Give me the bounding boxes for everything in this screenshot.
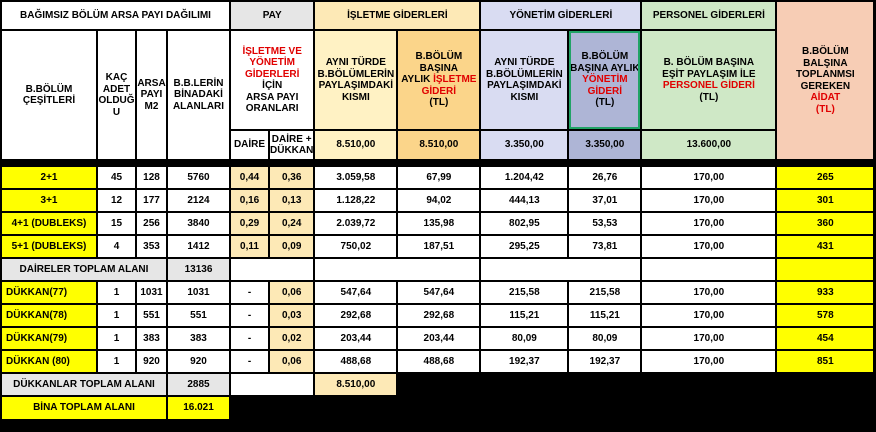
row-arsa[interactable]: 1031 [137, 282, 166, 303]
row-daire-dukkan[interactable]: 0,06 [270, 282, 313, 303]
row-personel[interactable]: 170,00 [642, 282, 775, 303]
row-daire[interactable]: - [231, 351, 268, 372]
row-yonetim-b[interactable]: 26,76 [569, 167, 640, 188]
row-adet[interactable]: 4 [98, 236, 135, 257]
row-daire-dukkan[interactable]: 0,03 [270, 305, 313, 326]
row-isletme-b[interactable]: 67,99 [398, 167, 479, 188]
row-yonetim-a[interactable]: 1.204,42 [481, 167, 567, 188]
pay-header[interactable]: PAY [231, 2, 313, 29]
row-daire[interactable]: 0,44 [231, 167, 268, 188]
row-alan[interactable]: 551 [168, 305, 229, 326]
isletme-b-total[interactable]: 8.510,00 [398, 131, 479, 159]
row-isletme-b[interactable]: 187,51 [398, 236, 479, 257]
row-alan[interactable]: 1031 [168, 282, 229, 303]
row-name[interactable]: 3+1 [2, 190, 96, 211]
row-name[interactable]: 2+1 [2, 167, 96, 188]
row-personel[interactable]: 170,00 [642, 236, 775, 257]
row-daire[interactable]: 0,29 [231, 213, 268, 234]
table-row [2, 328, 873, 349]
row-adet[interactable]: 45 [98, 167, 135, 188]
row-adet[interactable]: 1 [98, 351, 135, 372]
row-daire[interactable]: - [231, 305, 268, 326]
blank-area [231, 397, 873, 419]
row-yonetim-a[interactable]: 115,21 [481, 305, 567, 326]
table-row [2, 282, 873, 303]
arsa-col-header[interactable]: ARSA PAYI M2 [137, 31, 166, 159]
row-adet[interactable]: 1 [98, 282, 135, 303]
row-yonetim-b[interactable]: 37,01 [569, 190, 640, 211]
title: BAĞIMSIZ BÖLÜM ARSA PAYI DAĞILIMI [20, 9, 211, 21]
row-arsa[interactable]: 256 [137, 213, 166, 234]
row-isletme-a[interactable]: 3.059,58 [315, 167, 396, 188]
yonetim-a-total[interactable]: 3.350,00 [481, 131, 567, 159]
row-name[interactable]: 5+1 (DUBLEKS) [2, 236, 96, 257]
dukkanlar-isletme-total[interactable]: 8.510,00 [315, 374, 396, 395]
row-aidat[interactable]: 454 [777, 328, 873, 349]
row-alan[interactable]: 3840 [168, 213, 229, 234]
isletme-a-total[interactable]: 8.510,00 [315, 131, 396, 159]
row-yonetim-a[interactable]: 192,37 [481, 351, 567, 372]
personel-total[interactable]: 13.600,00 [642, 131, 775, 159]
row-daire-dukkan[interactable]: 0,13 [270, 190, 313, 211]
bina-toplam-row [2, 397, 873, 419]
row-arsa[interactable]: 551 [137, 305, 166, 326]
row-personel[interactable]: 170,00 [642, 351, 775, 372]
isletme-b-col-header[interactable]: B.BÖLÜM BAŞINA AYLIK İŞLETME GİDERİ (TL) [398, 31, 479, 129]
row-adet[interactable]: 15 [98, 213, 135, 234]
row-aidat[interactable]: 265 [777, 167, 873, 188]
row-daire-dukkan[interactable]: 0,36 [270, 167, 313, 188]
row-isletme-b[interactable]: 547,64 [398, 282, 479, 303]
row-daire-dukkan[interactable]: 0,24 [270, 213, 313, 234]
daireler-toplam-row [2, 259, 873, 280]
row-aidat[interactable]: 360 [777, 213, 873, 234]
row-daire[interactable]: 0,11 [231, 236, 268, 257]
row-name[interactable]: DÜKKAN(77) [2, 282, 96, 303]
table-row [2, 351, 873, 372]
row-daire[interactable]: 0,16 [231, 190, 268, 211]
personel-header[interactable]: PERSONEL GİDERLERİ [642, 2, 775, 29]
table-row [2, 167, 873, 188]
row-adet[interactable]: 12 [98, 190, 135, 211]
row-yonetim-a[interactable]: 295,25 [481, 236, 567, 257]
row-alan[interactable]: 383 [168, 328, 229, 349]
bina-toplam-value[interactable]: 16.021 [168, 397, 229, 419]
title-cell[interactable] [2, 2, 229, 29]
row-yonetim-b[interactable]: 80,09 [569, 328, 640, 349]
daire-subheader[interactable]: DAİRE [231, 131, 268, 159]
empty-cell[interactable] [231, 374, 313, 395]
row-aidat[interactable]: 578 [777, 305, 873, 326]
row-alan[interactable]: 920 [168, 351, 229, 372]
row-isletme-a[interactable]: 750,02 [315, 236, 396, 257]
row-arsa[interactable]: 383 [137, 328, 166, 349]
row-name[interactable]: DÜKKAN(78) [2, 305, 96, 326]
personel-col-header[interactable]: B. BÖLÜM BAŞINA EŞİT PAYLAŞIM İLE PERSONEL GİDERİ (TL) [642, 31, 775, 129]
empty-cell[interactable] [777, 259, 873, 280]
table-row [2, 213, 873, 234]
row-daire[interactable]: - [231, 282, 268, 303]
row-personel[interactable]: 170,00 [642, 190, 775, 211]
row-isletme-a[interactable]: 292,68 [315, 305, 396, 326]
row-personel[interactable]: 170,00 [642, 305, 775, 326]
row-adet[interactable]: 1 [98, 305, 135, 326]
row-isletme-a[interactable]: 1.128,22 [315, 190, 396, 211]
row-yonetim-b[interactable]: 115,21 [569, 305, 640, 326]
empty-cell[interactable] [481, 259, 640, 280]
table-row [2, 236, 873, 257]
row-daire-dukkan[interactable]: 0,06 [270, 351, 313, 372]
row-isletme-b[interactable]: 135,98 [398, 213, 479, 234]
daireler-toplam-value[interactable]: 13136 [168, 259, 229, 280]
row-yonetim-a[interactable]: 80,09 [481, 328, 567, 349]
row-arsa[interactable]: 128 [137, 167, 166, 188]
row-arsa[interactable]: 177 [137, 190, 166, 211]
blank-area [398, 374, 873, 395]
row-yonetim-b[interactable]: 215,58 [569, 282, 640, 303]
table-row [2, 305, 873, 326]
row-personel[interactable]: 170,00 [642, 328, 775, 349]
row-isletme-b[interactable]: 488,68 [398, 351, 479, 372]
row-alan[interactable]: 1412 [168, 236, 229, 257]
isletme-header[interactable]: İŞLETME GİDERLERİ [315, 2, 479, 29]
aidat-header[interactable]: B.BÖLÜM BALŞINA TOPLANMSI GEREKEN AİDAT (TL) [777, 2, 873, 159]
row-isletme-b[interactable]: 94,02 [398, 190, 479, 211]
pay-col-header[interactable]: İŞLETME VE YÖNETİM GİDERLERİ İÇİN ARSA PAYI ORANLARI [231, 31, 313, 129]
row-isletme-a[interactable]: 2.039,72 [315, 213, 396, 234]
row-personel[interactable]: 170,00 [642, 213, 775, 234]
row-isletme-b[interactable]: 292,68 [398, 305, 479, 326]
yonetim-header[interactable]: YÖNETİM GİDERLERİ [481, 2, 640, 29]
daire-dukkan-subheader[interactable]: DAİRE + DÜKKAN [270, 131, 313, 159]
row-daire[interactable]: - [231, 328, 268, 349]
empty-cell[interactable] [642, 259, 775, 280]
row-aidat[interactable]: 301 [777, 190, 873, 211]
row-isletme-a[interactable]: 203,44 [315, 328, 396, 349]
row-name[interactable]: DÜKKAN (80) [2, 351, 96, 372]
alan-col-header[interactable]: B.B.LERİN BİNADAKİ ALANLARI [168, 31, 229, 159]
empty-cell[interactable] [231, 259, 313, 280]
row-isletme-a[interactable]: 547,64 [315, 282, 396, 303]
row-isletme-b[interactable]: 203,44 [398, 328, 479, 349]
dukkanlar-toplam-value[interactable]: 2885 [168, 374, 229, 395]
row-name[interactable]: DÜKKAN(79) [2, 328, 96, 349]
table-row [2, 190, 873, 211]
row-daire-dukkan[interactable]: 0,09 [270, 236, 313, 257]
isletme-a-col-header[interactable]: AYNI TÜRDE B.BÖLÜMLERİN PAYLAŞIMDAKİ KISMI [315, 31, 396, 129]
row-aidat[interactable]: 851 [777, 351, 873, 372]
row-daire-dukkan[interactable]: 0,02 [270, 328, 313, 349]
row-arsa[interactable]: 920 [137, 351, 166, 372]
yonetim-b-total[interactable]: 3.350,00 [569, 131, 640, 159]
yonetim-b-col-header[interactable]: B.BÖLÜM BAŞINA AYLIK YÖNETİM GİDERİ (TL) [569, 31, 640, 129]
row-alan[interactable]: 5760 [168, 167, 229, 188]
row-yonetim-a[interactable]: 215,58 [481, 282, 567, 303]
row-yonetim-b[interactable]: 192,37 [569, 351, 640, 372]
empty-cell[interactable] [315, 259, 479, 280]
row-aidat[interactable]: 431 [777, 236, 873, 257]
row-name[interactable]: 4+1 (DUBLEKS) [2, 213, 96, 234]
daireler-toplam-label[interactable]: DAİRELER TOPLAM ALANI [2, 259, 166, 280]
dukkanlar-toplam-row [2, 374, 873, 395]
row-yonetim-b[interactable]: 73,81 [569, 236, 640, 257]
row-isletme-a[interactable]: 488,68 [315, 351, 396, 372]
row-arsa[interactable]: 353 [137, 236, 166, 257]
row-alan[interactable]: 2124 [168, 190, 229, 211]
yonetim-a-col-header[interactable]: AYNI TÜRDE B.BÖLÜMLERİN PAYLAŞIMDAKİ KISMI [481, 31, 567, 129]
row-adet[interactable]: 1 [98, 328, 135, 349]
dukkanlar-toplam-label[interactable]: DÜKKANLAR TOPLAM ALANI [2, 374, 166, 395]
bolum-col-header[interactable]: B.BÖLÜM ÇEŞİTLERİ [2, 31, 96, 159]
row-yonetim-b[interactable]: 53,53 [569, 213, 640, 234]
row-personel[interactable]: 170,00 [642, 167, 775, 188]
bina-toplam-label[interactable]: BİNA TOPLAM ALANI [2, 397, 166, 419]
row-yonetim-a[interactable]: 444,13 [481, 190, 567, 211]
row-aidat[interactable]: 933 [777, 282, 873, 303]
kac-col-header[interactable]: KAÇ ADET OLDUĞ U [98, 31, 135, 159]
row-yonetim-a[interactable]: 802,95 [481, 213, 567, 234]
